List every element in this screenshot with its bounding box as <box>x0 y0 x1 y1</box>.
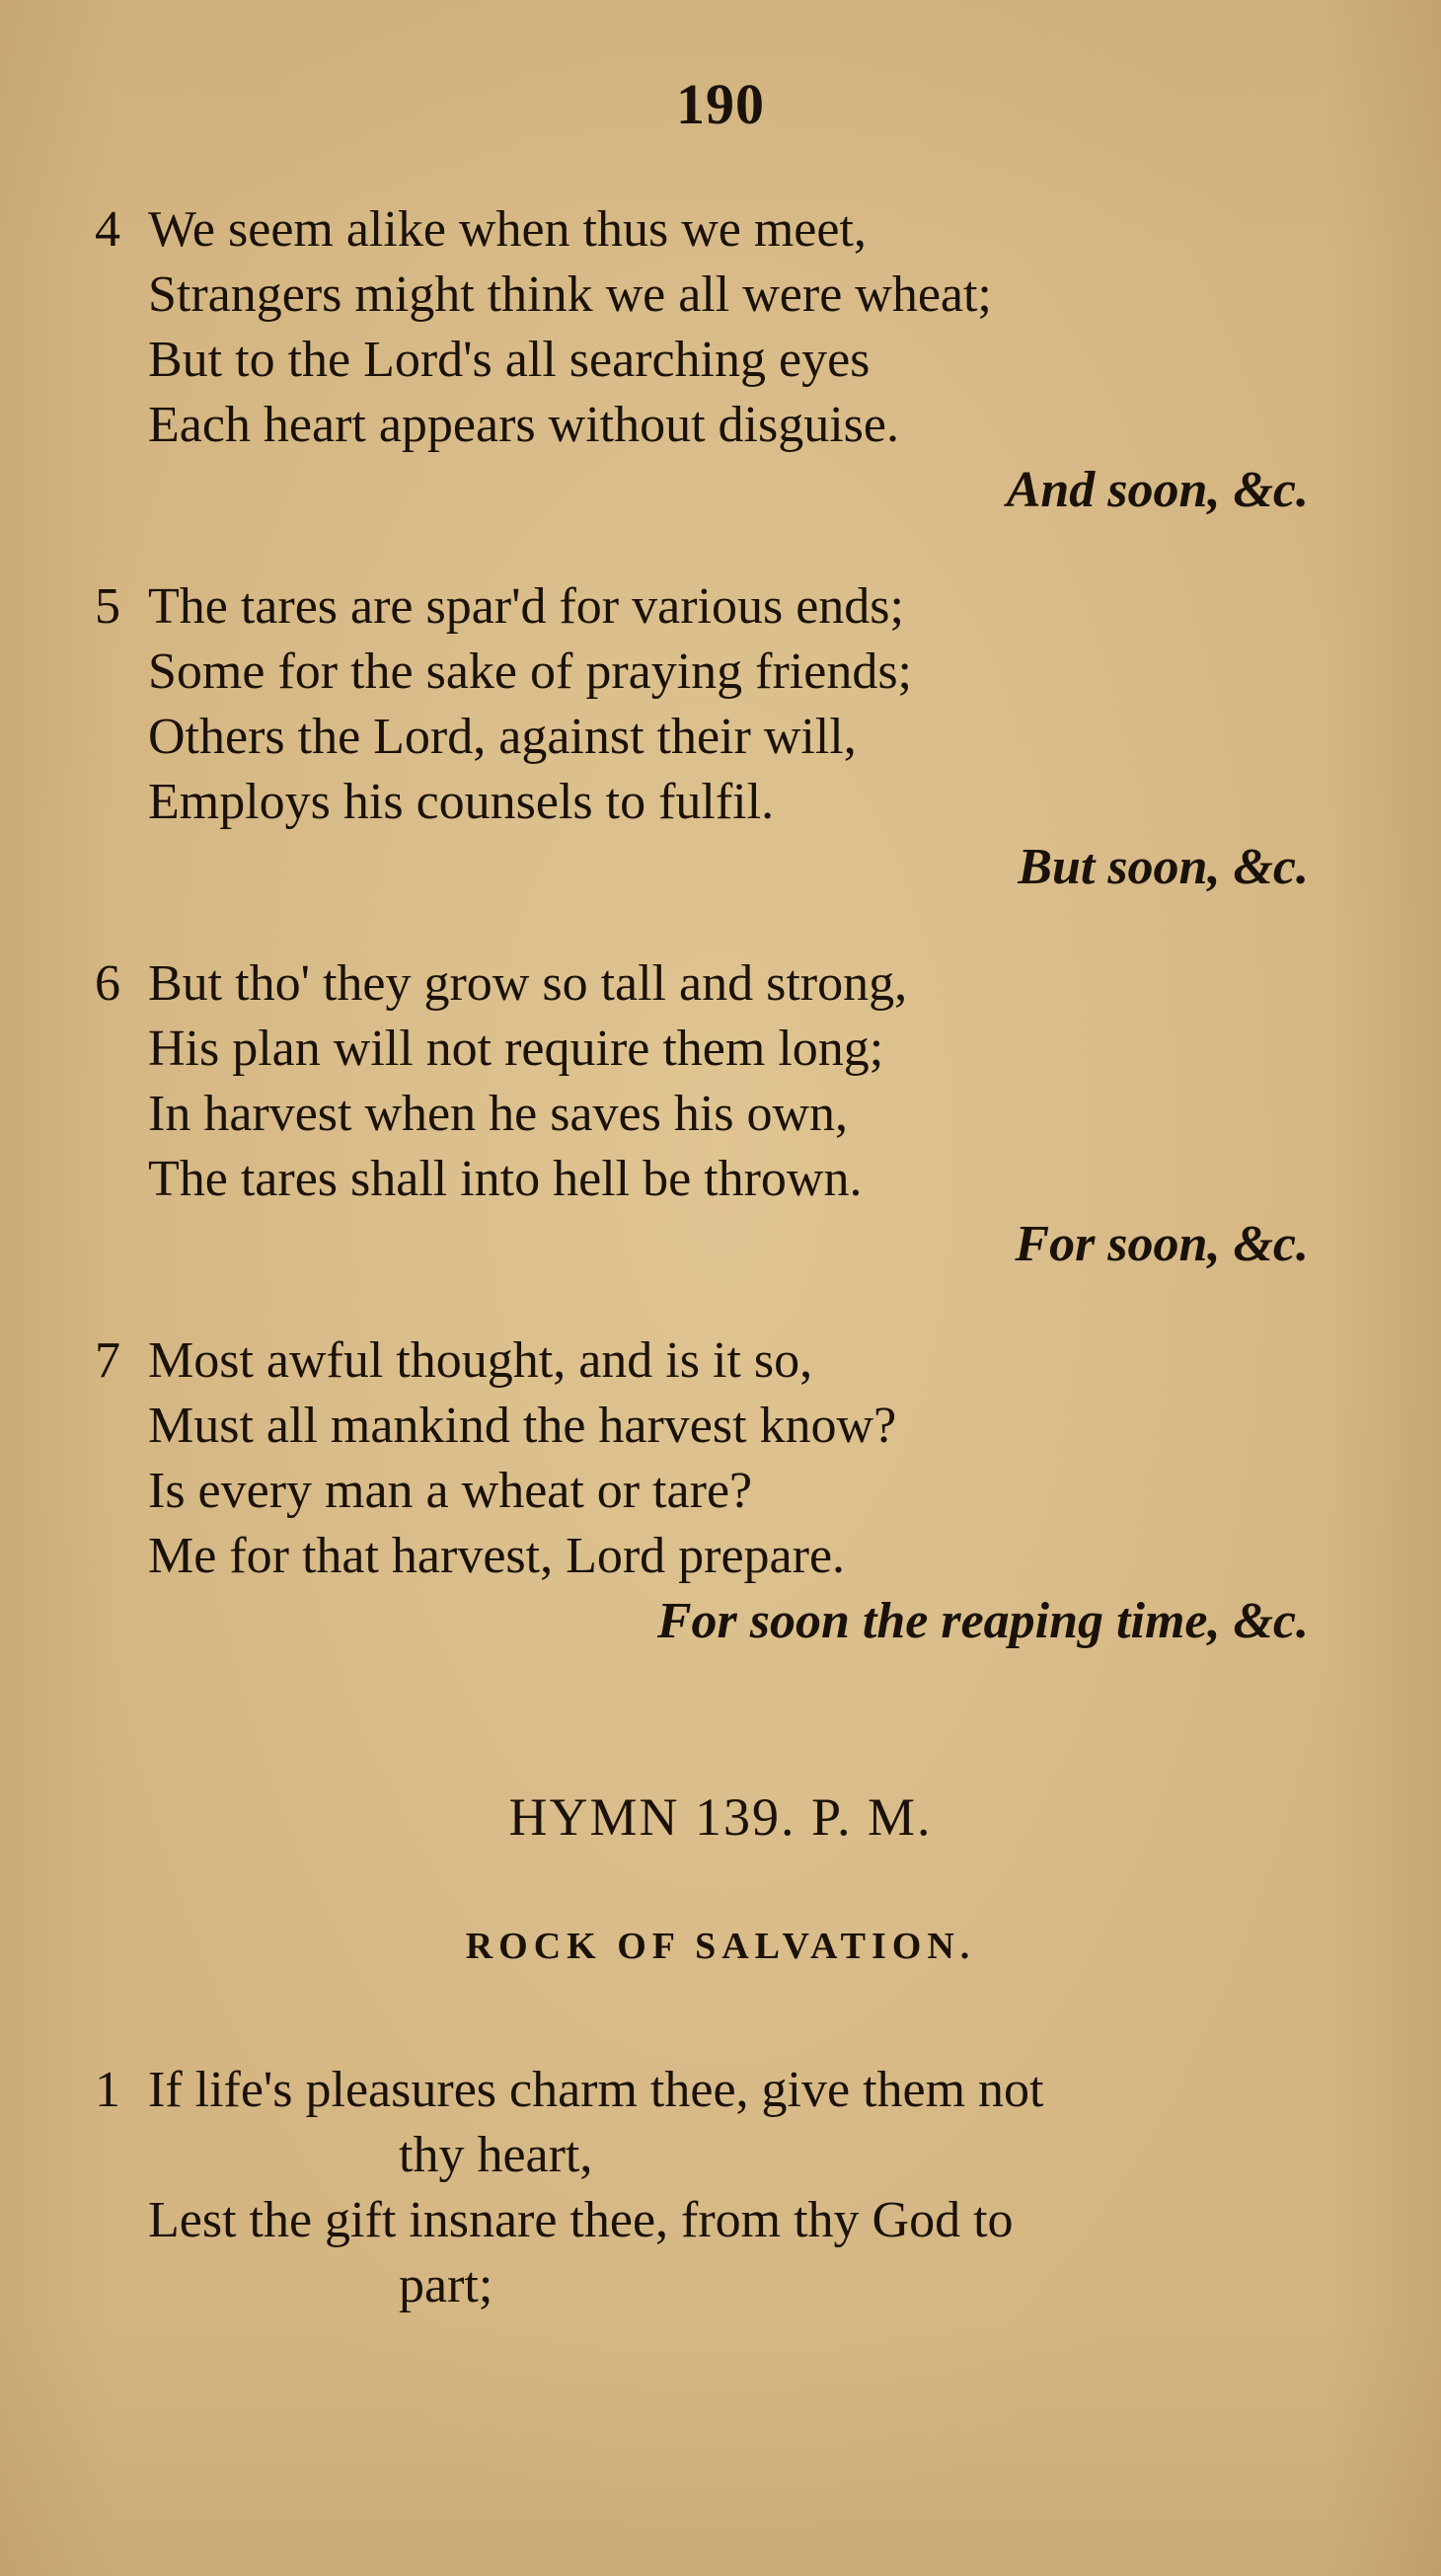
verse-line: Is every man a wheat or tare? <box>148 1463 753 1519</box>
verse-line-text: But tho' they grow so tall and strong, <box>148 955 908 1012</box>
verse-line: His plan will not require them long; <box>148 1021 884 1077</box>
verse-line <box>95 2058 1378 2123</box>
verse-line: thy heart, <box>399 2127 593 2183</box>
verse-line-text: The tares are spar'd for various ends; <box>148 578 904 635</box>
verse-number: 4 <box>95 201 120 258</box>
chorus-line: For soon, &c. <box>1015 1216 1309 1272</box>
page-number: 190 <box>676 72 765 136</box>
verse-line: Lest the gift insnare thee, from thy God to <box>148 2192 1014 2248</box>
hymn-subtitle: ROCK OF SALVATION. <box>465 1926 976 1967</box>
hymn-verse-1 <box>95 2058 1378 2318</box>
verse-line <box>95 1328 1378 1394</box>
chorus-line: For soon the reaping time, &c. <box>656 1593 1309 1649</box>
verse-line: In harvest when he saves his own, <box>148 1086 849 1142</box>
verse-line-text: If life's pleasures charm thee, give them not <box>148 2062 1044 2118</box>
hymn-verses <box>95 197 1378 1705</box>
verse-line: part; <box>399 2257 493 2313</box>
verse-line-text: Most awful thought, and is it so, <box>148 1332 813 1389</box>
verse-line: But to the Lord's all searching eyes <box>148 332 871 388</box>
verse-line: Strangers might think we all were wheat; <box>148 266 992 323</box>
hymn-title: HYMN 139. P. M. <box>508 1787 933 1847</box>
verse-number: 7 <box>95 1332 120 1389</box>
verse-number: 5 <box>95 578 120 635</box>
verse-line: Me for that harvest, Lord prepare. <box>148 1528 846 1584</box>
verse-line <box>95 574 1378 640</box>
verse-5 <box>95 574 1378 900</box>
verse-line: Employs his counsels to fulfil. <box>148 774 775 830</box>
verse-line: Others the Lord, against their will, <box>148 709 857 765</box>
verse-4 <box>95 197 1378 523</box>
verse-number: 1 <box>95 2062 120 2118</box>
chorus-line: And soon, &c. <box>1006 462 1309 518</box>
verse-number: 6 <box>95 955 120 1012</box>
verse-7 <box>95 1328 1378 1654</box>
verse-line-text: We seem alike when thus we meet, <box>148 201 867 258</box>
verse-line: Must all mankind the harvest know? <box>148 1398 897 1454</box>
verse-line <box>95 951 1378 1017</box>
verse-line: Each heart appears without disguise. <box>148 397 899 453</box>
verse-line: The tares shall into hell be thrown. <box>148 1151 863 1207</box>
verse-line <box>95 197 1378 263</box>
verse-6 <box>95 951 1378 1277</box>
chorus-line: But soon, &c. <box>1018 839 1309 895</box>
verse-line: Some for the sake of praying friends; <box>148 644 913 700</box>
